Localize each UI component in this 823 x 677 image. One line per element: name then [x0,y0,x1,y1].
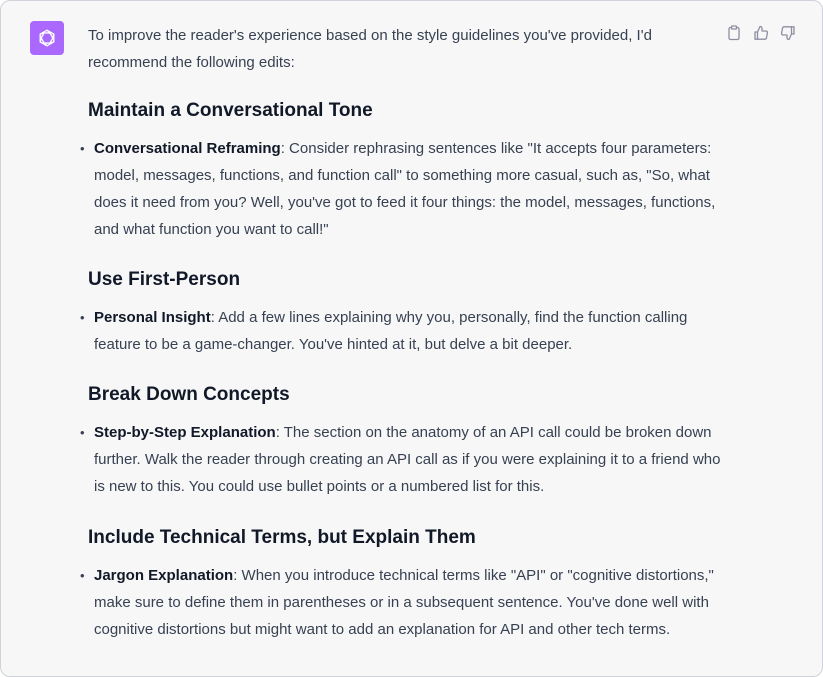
bullet-term: Step-by-Step Explanation [94,424,276,441]
message-actions [725,24,796,41]
bullet-term: Conversational Reframing [94,140,281,157]
bullet-text: : The section on the anatomy of an API call could be broken down further. Walk the reader through creating an API call as if you were explaining it to a friend who is new to this. You could use bullet points or a numbered list for this. [94,424,721,495]
list-item [88,419,728,500]
message-content [88,22,728,643]
list-item [88,135,728,243]
section-heading: Use First-Person [88,269,241,290]
bullet-text: : Consider rephrasing sentences like "It accepts four parameters: model, messages, functions, and function call" to something more casual, such as, "So, what does it need from you? Well, you've got to feed it four things: the model, messages, functions, and what function you want to call!" [94,140,716,238]
section-heading: Break Down Concepts [88,384,290,405]
thumbs-down-icon [780,25,796,41]
section-heading: Include Technical Terms, but Explain Them [88,527,476,548]
list-item [88,562,728,643]
message-intro: To improve the reader's experience based on the style guidelines you've provided, I'd recommend the following edits: [88,27,652,71]
bullet-text: : When you introduce technical terms like "API" or "cognitive distortions," make sure to define them in parentheses or in a subsequent sentence. You've done well with cognitive distortions but might want to add an explanation for API and other tech terms. [94,567,714,638]
bullet-text: : Add a few lines explaining why you, personally, find the function calling feature to be a game-changer. You've hinted at it, but delve a bit deeper. [94,309,688,353]
thumbs-up-button[interactable] [752,24,769,41]
list-item [88,304,728,358]
assistant-avatar [30,21,64,55]
thumbs-down-button[interactable] [779,24,796,41]
thumbs-up-icon [753,25,769,41]
section-heading: Maintain a Conversational Tone [88,100,373,121]
bullet-term: Jargon Explanation [94,567,234,584]
openai-logo-icon [36,27,58,49]
bullet-term: Personal Insight [94,309,211,326]
